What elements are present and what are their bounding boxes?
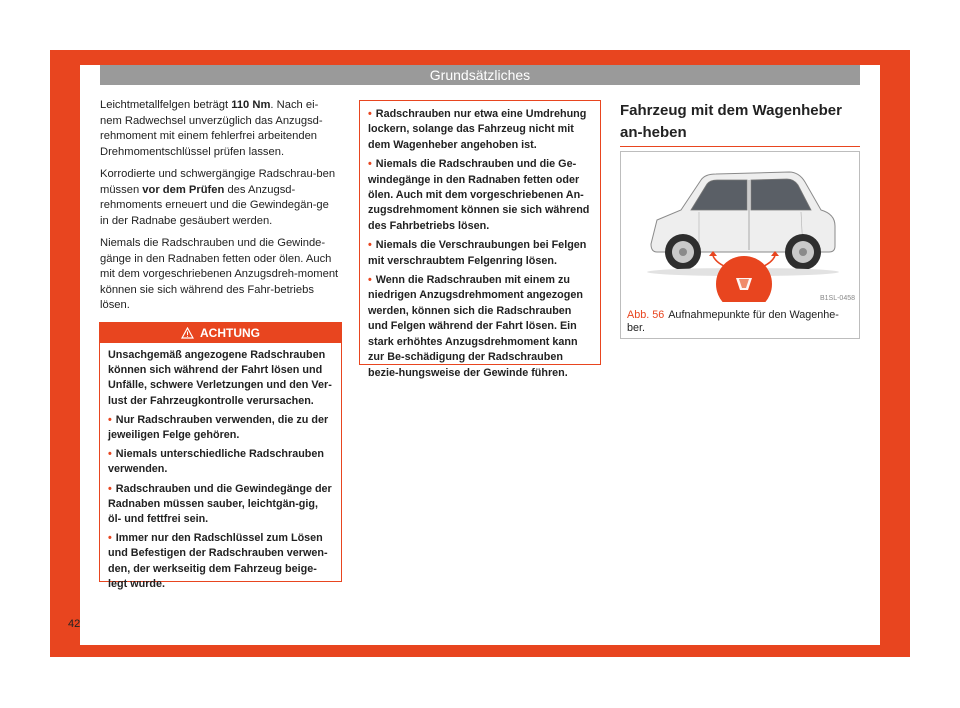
paragraph-corroded [100,167,340,229]
bullet-text: Immer nur den Radschlüssel zum Lösen und Befestigen der Radschrauben verwen-den, der werkseitig dem Fahrzeug beige-legt wurde. [108,532,328,590]
page-number: 42 [68,618,81,630]
bullet-text: Wenn die Radschrauben mit einem zu niedrigen Anzugsdrehmoment angezogen werden, können sich die Radschrauben und Felgen während der Fahrt lösen. Ein stark erhöhtes Anzugsdrehmoment kann zur Be-schädigung der Radschrauben bezie-hungsweise der Gewinde führen. [368,274,583,379]
bullet-text: Niemals unterschiedliche Radschrauben verwenden. [108,448,324,476]
bullet-icon: • [368,274,372,287]
figure-code: B1SL-0458 [819,295,855,302]
continuation-bullet [368,238,592,269]
bullet-icon: • [368,158,372,171]
bullet-icon: • [108,532,112,545]
left-column-text [100,98,340,321]
text-run: des Anzugsd-rehmoments erneuert und die Gewindegän-ge in der Radnabe gesäubert werden. [100,183,329,227]
page-header-title: Grundsätzliches [429,67,531,83]
bullet-text: Niemals die Radschrauben und die Ge-windegänge in den Radnaben fetten oder ölen. Auch mit dem vorgeschriebenen An-zugsdrehmoment können sie sich während des Fahrbetriebs lösen. [368,158,590,232]
continuation-bullet [368,157,592,234]
section-title: Fahrzeug mit dem Wagenheber an-heben [620,102,842,141]
text-run: Korrodierte und schwergängige Radschrau-ben müssen [100,168,336,196]
warning-bullet [108,413,333,443]
continuation-bullet [368,273,592,381]
bullet-icon: • [108,413,112,426]
bullet-text: Niemals die Verschraubungen bei Felgen mit verschraubtem Felgenring lösen. [368,239,587,267]
figure-car-jack-points [620,151,860,339]
text-bold: 110 Nm [231,99,271,111]
bullet-icon: • [368,108,372,120]
warning-body [100,343,341,592]
warning-bullet [108,531,333,592]
warning-bullet [108,482,333,528]
paragraph-no-grease: Niemals die Radschrauben und die Gewinde-gänge in den Radnaben fetten oder ölen. Auch mit dem vorgeschriebenen Anzugsdreh-moment können sie sich während des Fahr-betriebs lösen. [100,237,339,311]
bullet-text: Radschrauben nur etwa eine Umdrehung lockern, solange das Fahrzeug nicht mit dem Wagenheber angehoben ist. [368,108,587,151]
bullet-text: Radschrauben und die Gewindegänge der Radnaben müssen sauber, leichtgän-gig, öl- und fettfrei sein. [108,482,332,526]
paragraph-torque [100,98,340,160]
figure-caption-label: Abb. 56 [627,309,665,321]
bullet-text: Nur Radschrauben verwenden, die zu der jeweiligen Felge gehören. [108,413,329,442]
figure-caption [627,309,855,335]
text-bold: vor dem Prüfen [142,183,225,196]
warning-title: ACHTUNG [200,326,260,340]
warning-continuation-box [359,100,601,379]
warning-triangle-icon [181,327,194,339]
warning-header [100,323,341,343]
bullet-icon: • [368,239,372,252]
continuation-bullet [368,107,592,153]
figure-caption-text: Aufnahmepunkte für den Wagenhe-ber. [627,309,839,334]
car-illustration-icon [621,152,859,302]
page-header [100,65,860,85]
warning-bullet [108,447,333,477]
text-run: Leichtmetallfelgen beträgt [100,99,232,111]
warning-intro: Unsachgemäß angezogene Radschrauben können sich während der Fahrt lösen und Unfälle, schwere Verletzungen und den Ver-lust der Fahrzeugkontrolle verursachen. [108,349,332,407]
bullet-icon: • [108,448,112,461]
warning-box [99,322,342,590]
section-divider [620,146,860,147]
text-run: . Nach ei-nem Radwechsel unverzüglich das Anzugsd-rehmoment mit einem fehlerfrei arbeitenden Drehmomentschlüssel prüfen lassen. [100,99,323,158]
bullet-icon: • [108,482,112,495]
